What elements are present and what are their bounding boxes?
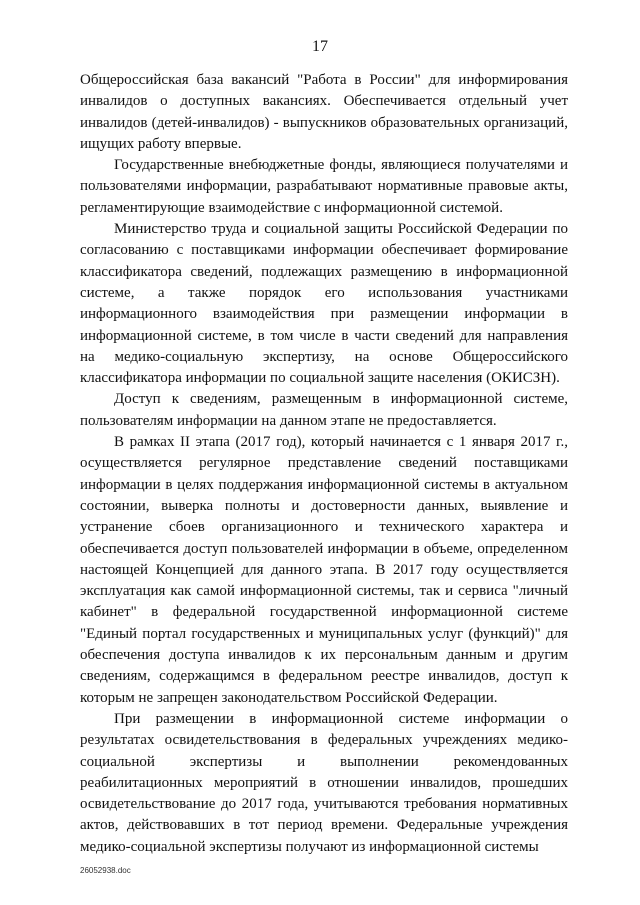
paragraph-continuation: Общероссийская база вакансий "Работа в России" для информирования инвалидов о доступных вакансиях. Обеспечивается отдельный учет инвалидов (детей-инвалидов) - выпускников образовательных организаций, ищущих работу впервые. xyxy=(80,72,568,152)
paragraph-ministry-classifier: Министерство труда и социальной защиты Российской Федерации по согласованию с поставщиками информации обеспечивает формирование классификатора сведений, подлежащих размещению в информационной системе, а также порядок его использования участниками информационного взаимодействия при размещении информации в информационной системе, в том числе в части сведений для направления на медико-социальную экспертизу, на основе Общероссийского классификатора информации по социальной защите населения (ОКИСЗН). xyxy=(80,221,568,387)
footer-filename: 26052938.doc xyxy=(80,866,131,875)
paragraph-extrabudgetary-funds: Государственные внебюджетные фонды, являющиеся получателями и пользователями информации, разрабатывают нормативные правовые акты, регламентирующие взаимодействие с информационной системой. xyxy=(80,157,568,216)
page-number: 17 xyxy=(312,38,328,55)
document-body xyxy=(80,70,568,858)
paragraph-stage-two: В рамках II этапа (2017 год), который начинается с 1 января 2017 г., осуществляется регулярное представление сведений поставщиками информации в целях поддержания информационной системы в актуальном состоянии, выверка полноты и достоверности данных, выявление и устранение сбоев организационного и технического характера и обеспечивается доступ пользователей информации в объеме, определенном настоящей Концепцией для данного этапа. В 2017 году осуществляется эксплуатация как самой информационной системы, так и сервиса "личный кабинет" в федеральной государственной информационной системе "Единый портал государственных и муниципальных услуг (функций)" для обеспечения доступа инвалидов к их персональным данным и другим сведениям, содержащимся в федеральном реестре инвалидов, доступ к которым не запрещен законодательством Российской Федерации. xyxy=(80,434,568,706)
paragraph-examination-results: При размещении в информационной системе информации о результатах освидетельствования в федеральных учреждениях медико-социальной экспертизы и выполнении рекомендованных реабилитационных мероприятий в отношении инвалидов, прошедших освидетельствование до 2017 года, учитываются требования нормативных актов, действовавших в тот период времени. Федеральные учреждения медико-социальной экспертизы получают из информационной системы xyxy=(80,710,568,855)
paragraph-access-restriction: Доступ к сведениям, размещенным в информационной системе, пользователям информации на данном этапе не предоставляется. xyxy=(80,391,568,429)
